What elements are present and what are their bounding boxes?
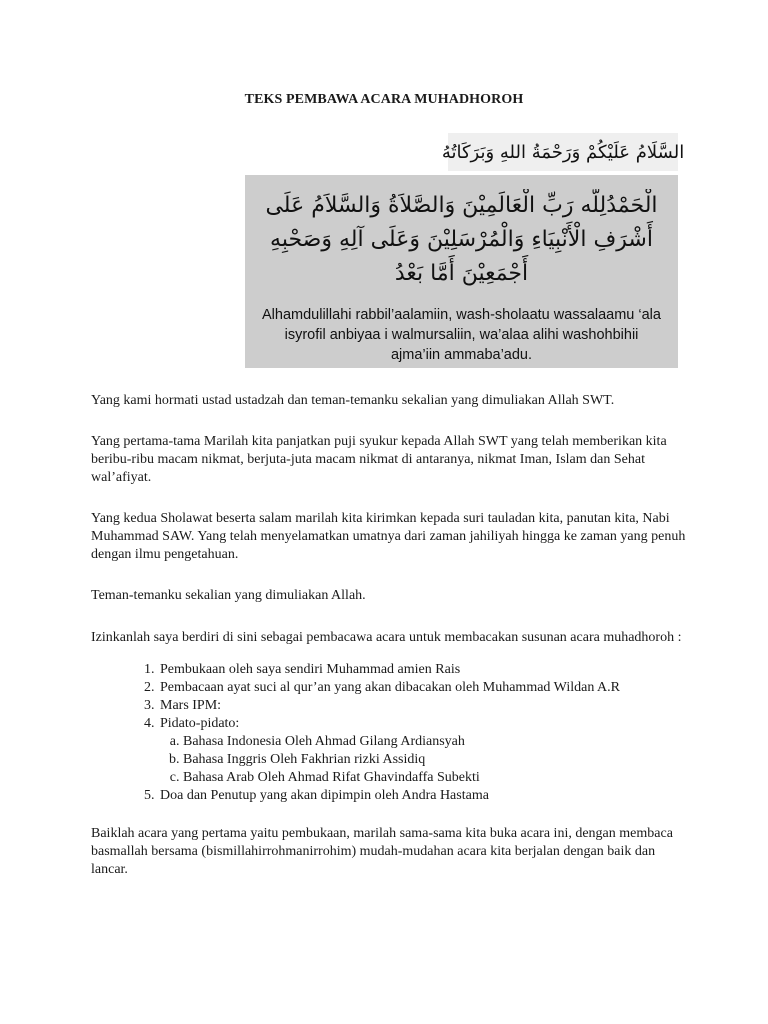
agenda-item: 3. Mars IPM: [158,697,698,715]
document-title: TEKS PEMBAWA ACARA MUHADHOROH [244,92,524,107]
address-paragraph: Teman-temanku sekalian yang dimuliakan Allah. [91,588,366,603]
hamdalah-image [245,175,678,368]
hamdalah-arabic-text: الْحَمْدُلِلَّه رَبِّ الْعَالَمِيْنَ وَالصَّلاَةُ وَالسَّلاَمُ عَلَى أَشْرَفِ الْأَنْبِيَاءِ وَالْمُرْسَلِيْنَ وَعَلَى آلِهِ وَصَحْبِهِ أَجْمَعِيْنَ أَمَّا بَعْدُ [265,193,658,286]
speech-sub-item: c. Bahasa Arab Oleh Ahmad Rifat Ghavindaffa Subekti [183,769,698,787]
speech-sub-item: a. Bahasa Indonesia Oleh Ahmad Gilang Ardiansyah [183,733,698,751]
closing-paragraph: Baiklah acara yang pertama yaitu pembukaan, marilah sama-sama kita buka acara ini, dengan membaca basmallah bersama (bismillahirrohmanirrohim) mudah-mudahan acara kita berjalan dengan baik dan lancar. [91,826,673,877]
salam-image [441,133,685,171]
intro-agenda-paragraph: Izinkanlah saya berdiri di sini sebagai pembacawa acara untuk membacakan susunan acara muhadhoroh : [91,630,682,645]
agenda-list [91,661,698,805]
agenda-item-label: Pidato-pidato: [160,716,240,731]
sholawat-paragraph: Yang kedua Sholawat beserta salam marilah kita kirimkan kepada suri tauladan kita, panutan kita, Nabi Muhammad SAW. Yang telah menyelamatkan umatnya dari zaman jahiliyah hingga ke zaman yang penuh dengan ilmu pengetahuan. [91,511,686,562]
agenda-item: 5. Doa dan Penutup yang akan dipimpin oleh Andra Hastama [158,787,698,805]
agenda-item [158,715,698,787]
speech-sublist [160,733,698,787]
agenda-item: 1. Pembukaan oleh saya sendiri Muhammad amien Rais [158,661,698,679]
agenda-item: 2. Pembacaan ayat suci al qur’an yang akan dibacakan oleh Muhammad Wildan A.R [158,679,698,697]
salam-arabic-text: السَّلَامُ عَلَيْكُمْ وَرَحْمَةُ اللهِ وَبَرَكَاتُهُ [441,141,685,163]
speech-sub-item: b. Bahasa Inggris Oleh Fakhrian rizki Assidiq [183,751,698,769]
greeting-paragraph: Yang kami hormati ustad ustadzah dan teman-temanku sekalian yang dimuliakan Allah SWT. [91,393,615,408]
hamdalah-latin-text: Alhamdulillahi rabbil’aalamiin, wash-sholaatu wassalaamu ‘ala isyrofil anbiyaa i walmursaliin, wa’alaa alihi washohbihii ajma’iin ammaba’adu. [262,307,661,363]
gratitude-paragraph: Yang pertama-tama Marilah kita panjatkan puji syukur kepada Allah SWT yang telah memberikan kita beribu-ribu macam nikmat, berjuta-juta macam nikmat di antaranya, nikmat Iman, Islam dan Sehat wal’afiyat. [91,434,667,485]
